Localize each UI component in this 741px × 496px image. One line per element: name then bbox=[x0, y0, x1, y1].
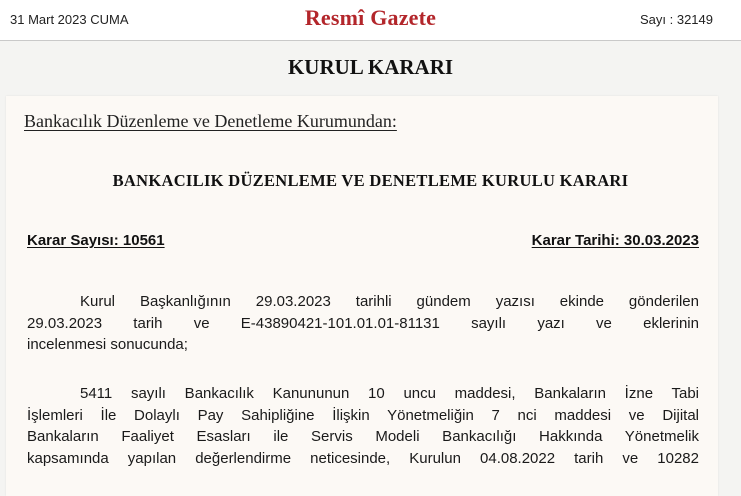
decision-date: Karar Tarihi: 30.03.2023 bbox=[531, 232, 699, 249]
paragraph-line: incelenmesi sonucunda; bbox=[27, 336, 188, 353]
paragraph-line: İşlemleri İle Dolaylı Pay Sahipliğine İlişkin Yönetmeliğin 7 nci maddesi ve Dijital bbox=[27, 406, 699, 424]
decision-title: BANKACILIK DÜZENLEME VE DENETLEME KURULU KARARI bbox=[112, 171, 629, 190]
gazette-header bbox=[0, 0, 741, 40]
paragraph-line: Kurul Başkanlığının 29.03.2023 tarihli gündem yazısı ekinde gönderilen bbox=[80, 293, 699, 310]
paragraph-line: 5411 sayılı Bankacılık Kanununun 10 uncu maddesi, Bankaların İzne Tabi bbox=[80, 385, 699, 402]
paragraph-line: 29.03.2023 tarih ve E-43890421-101.01.01-81131 sayılı yazı ve eklerinin bbox=[27, 314, 699, 332]
paragraph-1 bbox=[27, 291, 699, 356]
issue-date: 31 Mart 2023 CUMA bbox=[10, 12, 129, 27]
paragraph-line: kapsamında yapılan değerlendirme neticesinde, Kurulun 04.08.2022 tarih ve 10282 bbox=[27, 449, 699, 467]
paragraph-line: Bankaların Faaliyet Esasları ile Servis Modeli Bankacılığı Hakkında Yönetmelik bbox=[27, 428, 699, 445]
issue-number: Sayı : 32149 bbox=[640, 12, 713, 27]
institution-heading: Bankacılık Düzenleme ve Denetleme Kurumundan: bbox=[24, 111, 397, 131]
decision-number: Karar Sayısı: 10561 bbox=[27, 232, 165, 249]
section-title: KURUL KARARI bbox=[287, 55, 454, 79]
gazette-title: Resmî Gazete bbox=[304, 5, 437, 30]
header-divider bbox=[0, 40, 741, 41]
paragraph-2 bbox=[27, 383, 699, 469]
